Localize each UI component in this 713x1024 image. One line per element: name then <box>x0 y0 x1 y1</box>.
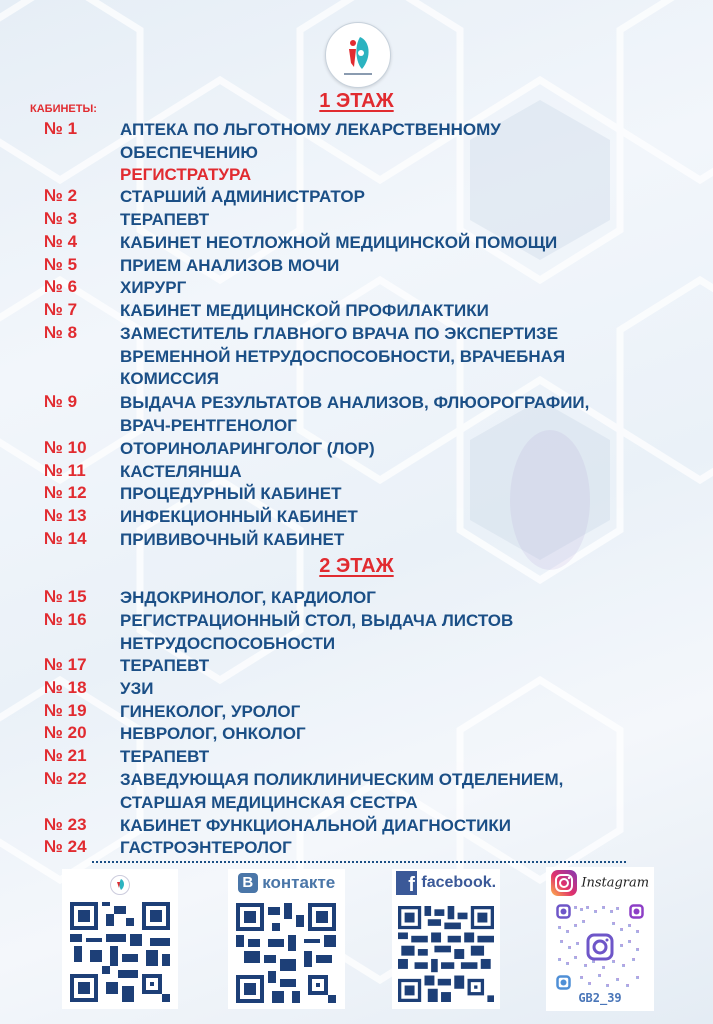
room-description: АПТЕКА ПО ЛЬГОТНОМУ ЛЕКАРСТВЕННОМУ ОБЕСПЕЧЕНИЮ РЕГИСТРАТУРА <box>120 119 690 187</box>
qr-code-instagram[interactable] <box>556 904 644 990</box>
instagram-brand <box>546 870 654 898</box>
qr-code-vkontakte[interactable] <box>236 902 336 1004</box>
clinic-logo <box>325 22 391 88</box>
qr-code-facebook[interactable] <box>398 903 494 1005</box>
cabinets-label: КАБИНЕТЫ: <box>30 103 97 115</box>
vk-icon: В <box>238 873 258 893</box>
vk-label: контакте <box>262 873 336 892</box>
clinic-logo-icon <box>110 875 130 895</box>
vk-brand <box>228 873 345 897</box>
facebook-label: facebook. <box>421 874 497 891</box>
qr-card-vkontakte[interactable] <box>228 869 345 1009</box>
floor-2-title: 2 ЭТАЖ <box>319 555 394 577</box>
qr-card-facebook[interactable] <box>392 869 500 1009</box>
qr-card-website[interactable] <box>62 869 178 1009</box>
facebook-brand <box>392 871 500 897</box>
divider <box>92 861 626 863</box>
clinic-logo-icon <box>326 23 390 87</box>
instagram-icon <box>551 870 577 896</box>
qr-code-website[interactable] <box>70 901 170 1003</box>
facebook-icon: f <box>396 871 417 895</box>
instagram-handle: GB2_39 <box>578 991 622 1005</box>
registry-label: РЕГИСТРАТУРА <box>120 165 252 184</box>
instagram-label: Instagram <box>581 875 650 891</box>
floor-1-title: 1 ЭТАЖ <box>319 90 394 112</box>
qr-card-instagram[interactable] <box>546 867 654 1011</box>
room-number: № 1 <box>44 119 78 138</box>
